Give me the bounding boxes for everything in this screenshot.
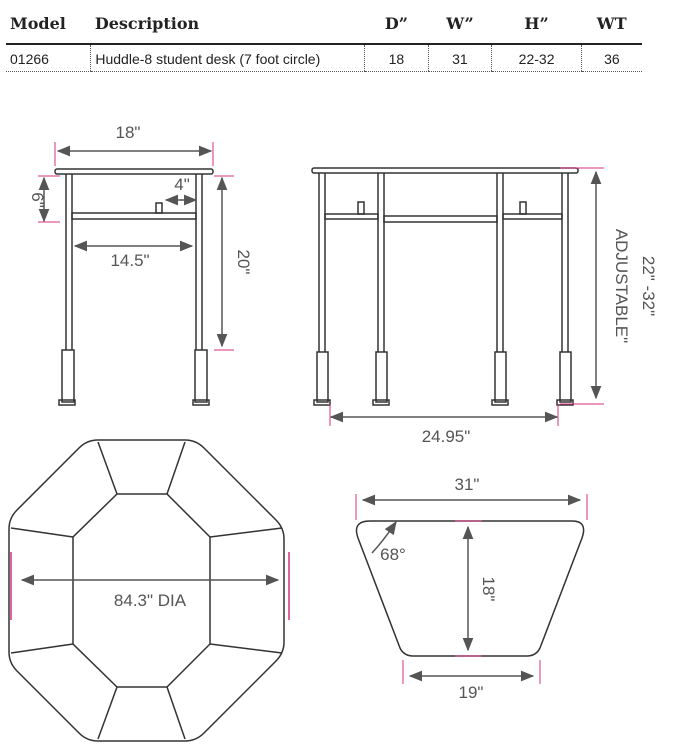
col-w: W”	[428, 8, 492, 44]
dim-side-width: 18"	[115, 123, 141, 142]
front-legs	[314, 173, 573, 405]
front-view	[312, 168, 578, 405]
trapezoid-accent	[356, 494, 587, 684]
dim-trapezoid-angle: 68°	[380, 545, 406, 564]
side-foot-right	[195, 350, 207, 402]
cell-d: 18	[365, 44, 428, 72]
dim-front-width: 24.95"	[421, 427, 471, 446]
side-rail	[72, 213, 196, 219]
col-wt: WT	[581, 8, 642, 44]
front-accent-ticks	[330, 168, 604, 426]
front-hook-right	[520, 202, 526, 214]
dim-front-adjustable: ADJUSTABLE"	[612, 228, 631, 344]
col-h: H”	[492, 8, 582, 44]
trapezoid-dims	[363, 500, 580, 676]
front-dims	[331, 172, 596, 417]
front-rail-left	[325, 214, 378, 219]
front-hook-left	[358, 202, 364, 214]
side-hook	[156, 203, 162, 213]
front-rail-right	[503, 214, 562, 219]
cell-wt: 36	[581, 44, 642, 72]
dim-trapezoid-depth: 18"	[479, 576, 498, 602]
front-desktop	[312, 168, 578, 173]
dim-trapezoid-top: 31"	[454, 475, 480, 494]
cell-model: 01266	[6, 44, 91, 72]
side-desktop	[55, 169, 213, 174]
front-rail-center	[384, 216, 497, 222]
col-d: D”	[365, 8, 428, 44]
dim-side-height: 6"	[28, 192, 47, 208]
cell-w: 31	[428, 44, 492, 72]
dim-trapezoid-bottom: 19"	[458, 683, 484, 702]
cell-h: 22-32	[492, 44, 582, 72]
cell-description: Huddle-8 student desk (7 foot circle)	[91, 44, 365, 72]
dim-side-leg: 20"	[234, 249, 253, 275]
side-foot-left	[62, 350, 74, 402]
trapezoid-desk	[357, 521, 584, 656]
col-model: Model	[6, 8, 91, 44]
dim-octagon-diameter: 84.3" DIA	[113, 591, 187, 610]
dim-side-offset: 4"	[174, 175, 190, 194]
dim-side-depth: 14.5"	[110, 251, 150, 270]
side-view	[55, 169, 213, 405]
col-description: Description	[91, 8, 365, 44]
dim-front-height: 22" -32"	[639, 255, 658, 317]
